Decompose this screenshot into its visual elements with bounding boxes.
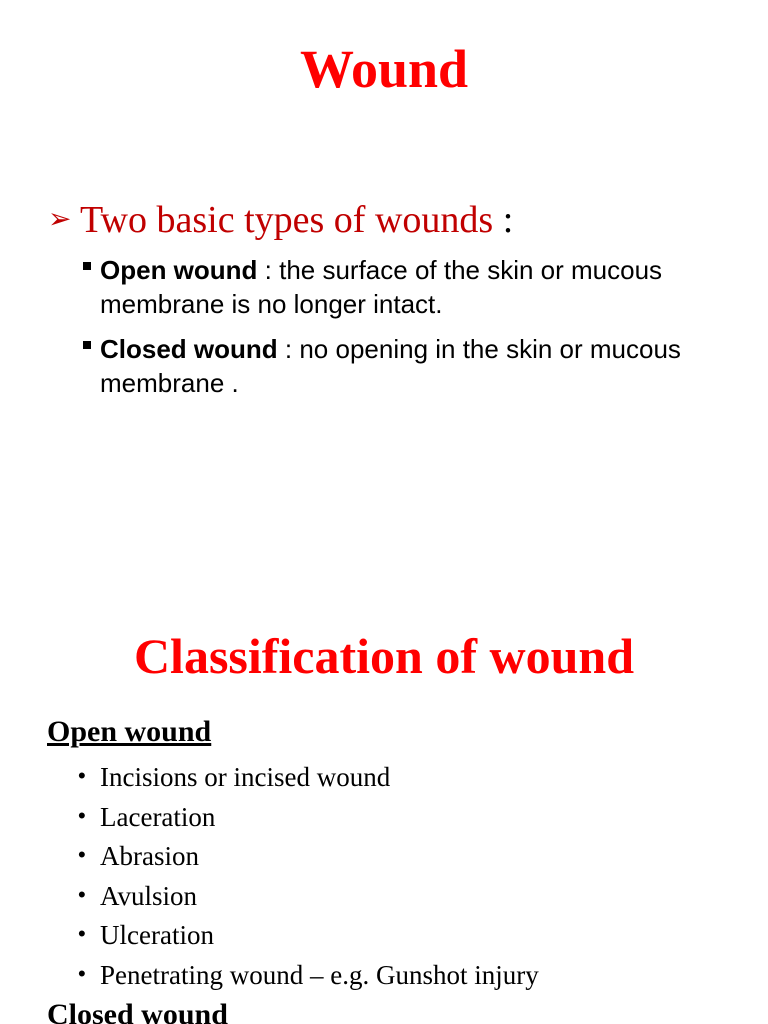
open-wound-list <box>78 756 539 994</box>
wound-type-open <box>80 253 700 321</box>
wound-type-term: Open wound <box>100 255 258 285</box>
square-bullet-icon <box>83 341 91 349</box>
round-bullet-icon: • <box>78 842 86 868</box>
open-wound-heading: Open wound <box>47 715 212 748</box>
round-bullet-icon: • <box>78 763 86 788</box>
closed-wound-heading: Closed wound <box>47 998 228 1024</box>
slide-title-wound: Wound <box>299 39 469 99</box>
round-bullet-icon: • <box>78 960 86 986</box>
square-bullet-icon <box>83 262 91 270</box>
list-item: • Ulceration <box>78 914 539 954</box>
list-item: • Penetrating wound – e.g. Gunshot injury <box>78 954 539 994</box>
round-bullet-icon: • <box>78 881 86 907</box>
round-bullet-icon: • <box>78 802 86 828</box>
wound-type-list-2 <box>80 332 700 400</box>
list-item: • Laceration <box>78 796 539 836</box>
wound-type-desc: : the surface of the skin or mucous membrane is no longer intact. <box>100 255 663 319</box>
wound-type-closed <box>80 332 700 400</box>
main-point-text: Two basic types of wounds <box>80 199 494 241</box>
main-point-colon: : <box>493 199 514 241</box>
round-bullet-icon: • <box>78 921 86 947</box>
main-bullet-point <box>48 193 513 246</box>
arrowhead-bullet-icon: ➢ <box>48 202 72 235</box>
list-item: • Abrasion <box>78 835 539 875</box>
slide-title-classification: Classification of wound <box>133 628 635 684</box>
wound-type-term: Closed wound <box>100 334 278 364</box>
list-item: • Avulsion <box>78 875 539 915</box>
list-item: • Incisions or incised wound <box>78 756 539 796</box>
wound-type-list-1 <box>80 253 700 321</box>
wound-type-desc: : no opening in the skin or mucous membrane . <box>100 334 681 398</box>
